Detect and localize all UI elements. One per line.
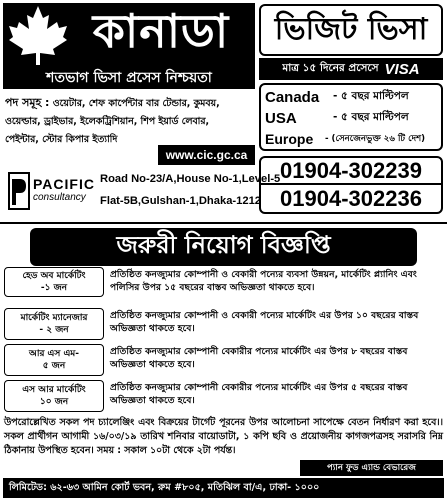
destination-country: Europe <box>265 131 314 147</box>
country-title: কানাডা <box>92 4 230 58</box>
address-line-2: Flat-5B,Gulshan-1,Dhaka-1212 <box>100 195 262 207</box>
destination-detail: - ৫ বছর মাল্টিপল <box>333 110 409 123</box>
brand-tag: প্যান ফুড এ্যান্ড বেভারেজ <box>300 460 443 476</box>
company-subtitle: consultancy <box>33 192 86 203</box>
visit-visa-title: ভিজিট ভিসা <box>274 11 428 47</box>
company-logo <box>8 170 98 212</box>
website-link[interactable]: www.cic.gc.ca <box>158 145 255 165</box>
process-note-bar <box>259 58 443 80</box>
position-title: আর এস এম- ৫ জন <box>4 344 104 376</box>
destination-detail: - (সেনজেনভুক্ত ২৬ টি দেশ) <box>325 134 426 144</box>
phones-box <box>259 156 443 214</box>
address-line-1: Road No-23/A,House No-1,Level-5 <box>100 173 281 185</box>
jobs-line-1: ওয়েটার, শেফ কার্পেন্টার বার টেন্ডার, কুমবয়, <box>52 98 220 109</box>
pacific-logo-icon <box>8 171 30 211</box>
company-address <box>100 168 281 214</box>
maple-leaf-icon <box>6 4 70 66</box>
position-description: প্রতিষ্ঠিত কনজ্যুমার কোম্পানী ও বেকারী পন্যের ব্যবসা উন্নয়ন, মার্কেটিং প্ল্যানিং এবং পলিসির উপর ১৫ বছরের বাস্তব অভিজ্ঞতা থাকতে হবে। <box>110 269 417 293</box>
process-note: মাত্র ১৫ দিনের প্রসেসে <box>282 61 379 74</box>
destination-country: Canada <box>265 88 320 106</box>
position-title: হেড অব মার্কেটিং -১ জন <box>4 267 104 297</box>
position-description: প্রতিষ্ঠিত কনজ্যুমার কোম্পানী বেকারীর পন্যের মার্কেটিং এর উপর ৫ বছরের বাস্তব অভিজ্ঞতা থাকতে হবে। <box>110 382 408 406</box>
position-description: প্রতিষ্ঠিত কনজ্যুমার কোম্পানী বেকারীর পন্যের মার্কেটিং এর উপর ৮ বছরের বাস্তব অভিজ্ঞতা থাকতে হবে। <box>110 346 408 370</box>
phone-number[interactable]: 01904-302239 <box>261 158 441 185</box>
position-description: প্রতিষ্ঠিত কনজ্যুমার কোম্পানী ও বেকারী পন্যের মার্কেটিং এর উপর ১০ বছরের বাস্তব অভিজ্ঞতা থাকতে হবে। <box>110 310 419 334</box>
destination-canada <box>265 87 441 107</box>
destination-detail: - ৫ বছর মাল্টিপল <box>333 89 409 102</box>
notice-title: জরুরী নিয়োগ বিজ্ঞপ্তি <box>30 228 417 266</box>
phone-number[interactable]: 01904-302236 <box>280 185 422 211</box>
position-title: এস আর মার্কেটিং ১০ জন <box>4 380 104 412</box>
destination-europe <box>265 129 441 149</box>
jobs-list <box>5 94 257 152</box>
guarantee-banner: শতভাগ ভিসা প্রসেস নিশ্চয়তা <box>3 67 255 89</box>
company-name: PACIFIC <box>33 176 95 192</box>
destination-usa <box>265 108 441 128</box>
jobs-label: পদ সমূহ : <box>5 96 50 109</box>
jobs-line-3: পেইন্টার, স্টোর কিপার ইত্যাদি <box>5 134 118 145</box>
section-divider <box>0 222 447 224</box>
jobs-line-2: ওয়েল্ডার, ড্রাইভার, ইলেকট্রিশিয়ান, শিপ ইয়ার্ড লেবার, <box>5 116 210 127</box>
footer-note: উপরোল্লেখিত সকল পদ চ্যালেঞ্জিং এবং বিক্রয়ের টার্গেট পূরনের উপর আলোচনা সাপেক্ষে বেতন নির্ধারণ করা হবে।। সকল প্রার্থীগন আগামী ১৬/০৩/১৯ তারিখ শনিবার বায়োডাটা, ১ কপি ছবি ও প্রয়োজনীয় কাগজপত্রসহ সরাসরি নিম্ন ঠিকানায় উপস্থিত হবেন। সময় : সকাল ১০টা থেকে ২টা পর্যন্ত। <box>4 417 443 456</box>
destination-country: USA <box>265 109 297 127</box>
position-title: মার্কেটিং ম্যানেজার - ২ জন <box>4 308 104 340</box>
bottom-address: লিমিটেড: ৬২-৬৩ আমিন কোর্ট ভবন, রুম #৮০৫, মতিঝিল বা/এ, ঢাকা- ১০০০ <box>3 478 444 498</box>
visa-brand: VISA <box>384 60 420 78</box>
